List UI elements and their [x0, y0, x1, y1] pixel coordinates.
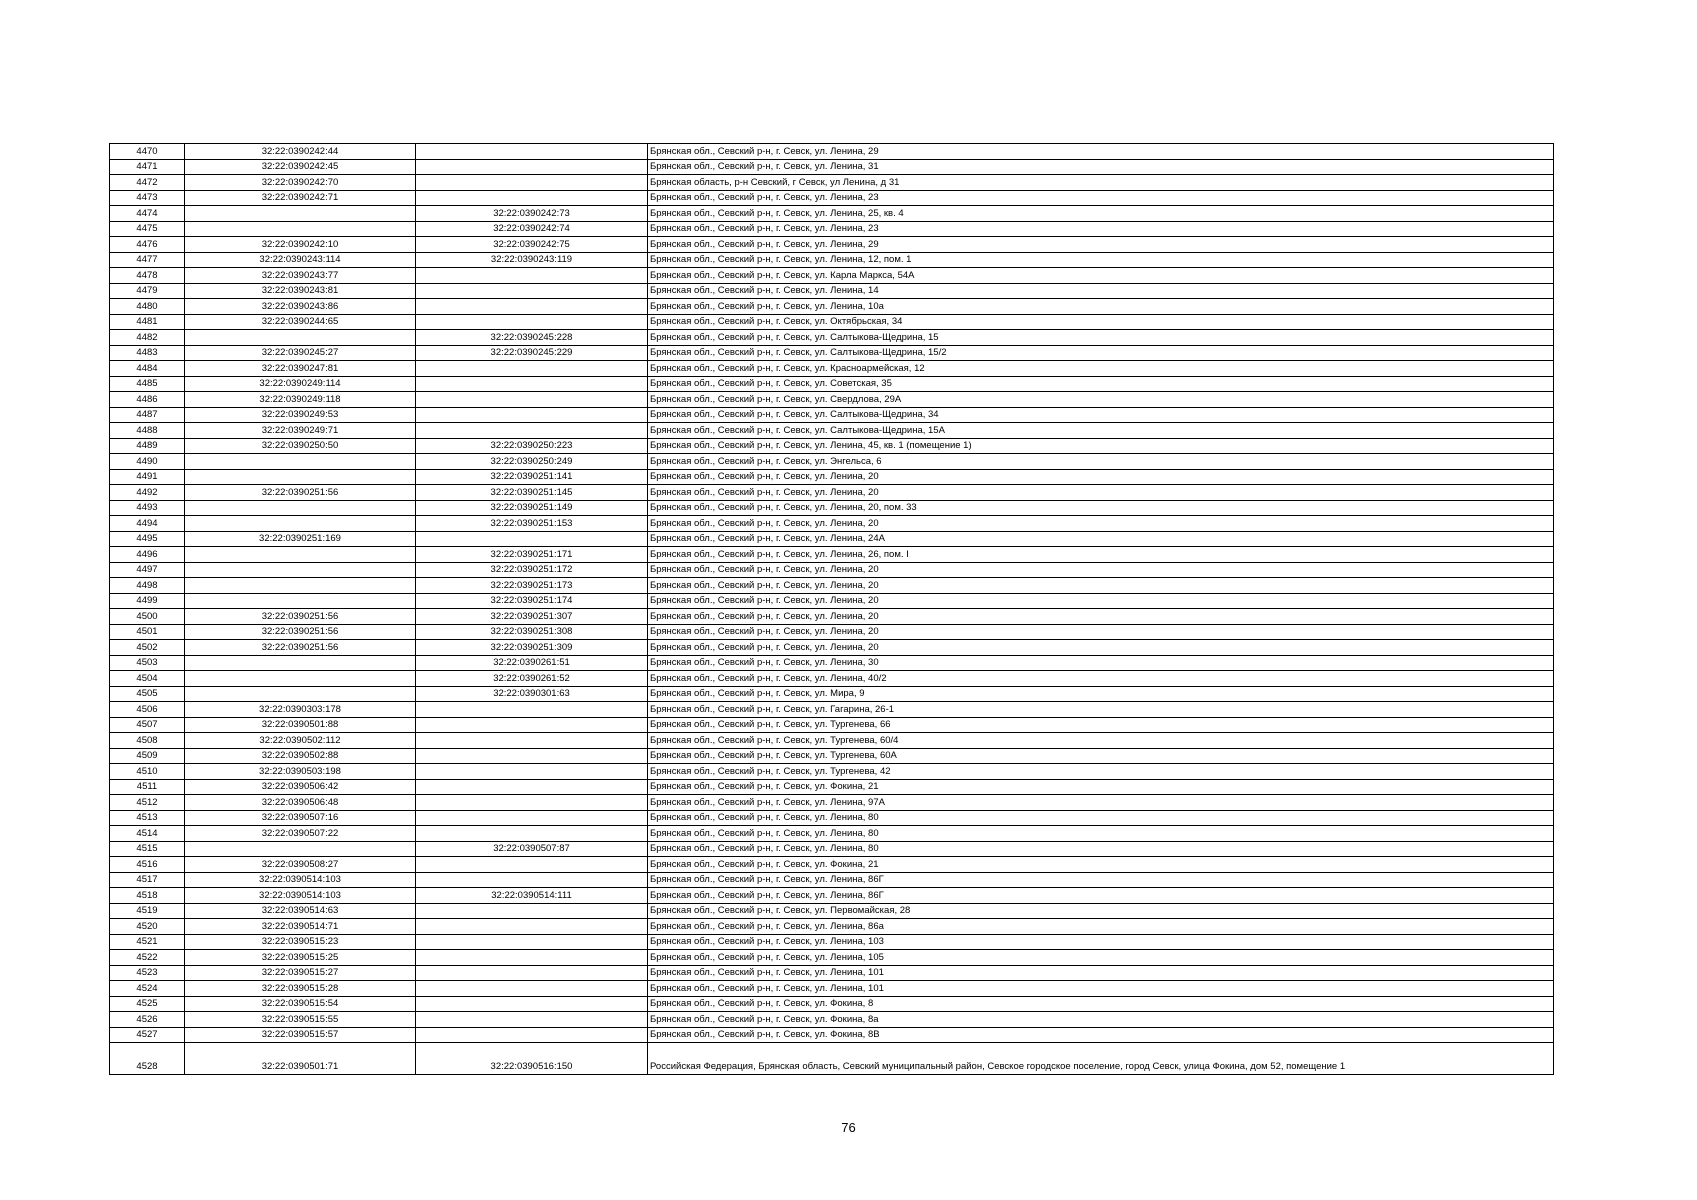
row-number-cell: 4480	[110, 299, 185, 315]
row-number-cell: 4490	[110, 454, 185, 470]
object-number-cell	[416, 872, 648, 888]
row-number-cell: 4478	[110, 268, 185, 284]
object-number-cell: 32:22:0390251:149	[416, 500, 648, 516]
cadastral-number-cell: 32:22:0390507:22	[185, 826, 416, 842]
row-number-cell: 4521	[110, 934, 185, 950]
cadastral-number-cell: 32:22:0390249:71	[185, 423, 416, 439]
row-number-cell: 4497	[110, 562, 185, 578]
address-cell: Брянская обл., Севский р-н, г. Севск, ул. Октябрьская, 34	[648, 314, 1554, 330]
row-number-cell: 4481	[110, 314, 185, 330]
row-number-cell: 4510	[110, 764, 185, 780]
row-number-cell: 4471	[110, 159, 185, 175]
row-number-cell: 4514	[110, 826, 185, 842]
row-number-cell: 4525	[110, 996, 185, 1012]
table-row	[110, 516, 1554, 532]
object-number-cell	[416, 159, 648, 175]
cadastral-number-cell: 32:22:0390515:23	[185, 934, 416, 950]
table-row	[110, 252, 1554, 268]
object-number-cell	[416, 376, 648, 392]
cadastral-number-cell: 32:22:0390501:71	[185, 1043, 416, 1075]
object-number-cell: 32:22:0390251:309	[416, 640, 648, 656]
table-row	[110, 485, 1554, 501]
row-number-cell: 4492	[110, 485, 185, 501]
cadastral-number-cell	[185, 686, 416, 702]
cadastral-number-cell: 32:22:0390251:56	[185, 609, 416, 625]
row-number-cell: 4488	[110, 423, 185, 439]
cadastral-number-cell	[185, 578, 416, 594]
address-cell: Брянская обл., Севский р-н, г. Севск, ул. Фокина, 21	[648, 857, 1554, 873]
object-number-cell	[416, 702, 648, 718]
table-row	[110, 934, 1554, 950]
row-number-cell: 4511	[110, 779, 185, 795]
cadastral-number-cell	[185, 516, 416, 532]
address-cell: Брянская обл., Севский р-н, г. Севск, ул. Ленина, 80	[648, 810, 1554, 826]
row-number-cell: 4494	[110, 516, 185, 532]
address-cell: Брянская обл., Севский р-н, г. Севск, ул. Красноармейская, 12	[648, 361, 1554, 377]
object-number-cell	[416, 407, 648, 423]
row-number-cell: 4528	[110, 1043, 185, 1075]
address-cell: Брянская обл., Севский р-н, г. Севск, ул. Ленина, 20	[648, 516, 1554, 532]
address-cell: Брянская обл., Севский р-н, г. Севск, ул. Мира, 9	[648, 686, 1554, 702]
row-number-cell: 4520	[110, 919, 185, 935]
object-number-cell: 32:22:0390250:249	[416, 454, 648, 470]
cadastral-number-cell: 32:22:0390503:198	[185, 764, 416, 780]
object-number-cell	[416, 531, 648, 547]
object-number-cell: 32:22:0390251:171	[416, 547, 648, 563]
row-number-cell: 4473	[110, 190, 185, 206]
address-cell: Брянская обл., Севский р-н, г. Севск, ул. Ленина, 20	[648, 578, 1554, 594]
table-row	[110, 593, 1554, 609]
row-number-cell: 4491	[110, 469, 185, 485]
address-cell: Брянская обл., Севский р-н, г. Севск, ул. Ленина, 26, пом. I	[648, 547, 1554, 563]
row-number-cell: 4504	[110, 671, 185, 687]
table-row	[110, 624, 1554, 640]
address-cell: Брянская обл., Севский р-н, г. Севск, ул. Ленина, 20	[648, 609, 1554, 625]
row-number-cell: 4482	[110, 330, 185, 346]
object-number-cell: 32:22:0390243:119	[416, 252, 648, 268]
cadastral-number-cell	[185, 562, 416, 578]
table-row	[110, 562, 1554, 578]
cadastral-number-cell: 32:22:0390515:54	[185, 996, 416, 1012]
table-row	[110, 795, 1554, 811]
row-number-cell: 4523	[110, 965, 185, 981]
address-cell: Брянская обл., Севский р-н, г. Севск, ул. Ленина, 20	[648, 640, 1554, 656]
object-number-cell: 32:22:0390251:172	[416, 562, 648, 578]
table-row	[110, 221, 1554, 237]
row-number-cell: 4493	[110, 500, 185, 516]
row-number-cell: 4502	[110, 640, 185, 656]
address-cell: Брянская обл., Севский р-н, г. Севск, ул. Первомайская, 28	[648, 903, 1554, 919]
row-number-cell: 4522	[110, 950, 185, 966]
cadastral-number-cell: 32:22:0390514:71	[185, 919, 416, 935]
object-number-cell: 32:22:0390301:63	[416, 686, 648, 702]
row-number-cell: 4470	[110, 144, 185, 160]
address-cell: Брянская обл., Севский р-н, г. Севск, ул. Ленина, 101	[648, 965, 1554, 981]
object-number-cell	[416, 764, 648, 780]
address-cell: Брянская обл., Севский р-н, г. Севск, ул. Ленина, 30	[648, 655, 1554, 671]
table-row	[110, 392, 1554, 408]
cadastral-number-cell: 32:22:0390243:81	[185, 283, 416, 299]
cadastral-number-cell: 32:22:0390506:48	[185, 795, 416, 811]
row-number-cell: 4517	[110, 872, 185, 888]
object-number-cell	[416, 717, 648, 733]
object-number-cell	[416, 268, 648, 284]
cadastral-number-cell: 32:22:0390506:42	[185, 779, 416, 795]
object-number-cell	[416, 190, 648, 206]
address-cell: Брянская обл., Севский р-н, г. Севск, ул. Ленина, 23	[648, 190, 1554, 206]
cadastral-number-cell: 32:22:0390251:56	[185, 624, 416, 640]
object-number-cell: 32:22:0390250:223	[416, 438, 648, 454]
cadastral-number-cell: 32:22:0390245:27	[185, 345, 416, 361]
cadastral-number-cell: 32:22:0390242:45	[185, 159, 416, 175]
address-cell: Брянская обл., Севский р-н, г. Севск, ул. Ленина, 86Г	[648, 888, 1554, 904]
row-number-cell: 4495	[110, 531, 185, 547]
object-number-cell	[416, 283, 648, 299]
cadastral-number-cell	[185, 841, 416, 857]
object-number-cell	[416, 299, 648, 315]
cadastral-number-cell: 32:22:0390508:27	[185, 857, 416, 873]
row-number-cell: 4519	[110, 903, 185, 919]
address-cell: Брянская обл., Севский р-н, г. Севск, ул. Советская, 35	[648, 376, 1554, 392]
row-number-cell: 4506	[110, 702, 185, 718]
table-row	[110, 996, 1554, 1012]
row-number-cell: 4474	[110, 206, 185, 222]
address-cell: Брянская обл., Севский р-н, г. Севск, ул. Карла Маркса, 54А	[648, 268, 1554, 284]
cadastral-number-cell: 32:22:0390515:27	[185, 965, 416, 981]
cadastral-number-cell: 32:22:0390243:114	[185, 252, 416, 268]
row-number-cell: 4501	[110, 624, 185, 640]
address-cell: Брянская обл., Севский р-н, г. Севск, ул. Ленина, 25, кв. 4	[648, 206, 1554, 222]
address-cell: Брянская обл., Севский р-н, г. Севск, ул. Тургенева, 42	[648, 764, 1554, 780]
object-number-cell	[416, 996, 648, 1012]
table-row	[110, 206, 1554, 222]
object-number-cell	[416, 733, 648, 749]
address-cell: Брянская обл., Севский р-н, г. Севск, ул. Ленина, 20	[648, 624, 1554, 640]
address-cell: Брянская обл., Севский р-н, г. Севск, ул. Энгельса, 6	[648, 454, 1554, 470]
object-number-cell: 32:22:0390245:229	[416, 345, 648, 361]
cadastral-number-cell: 32:22:0390242:71	[185, 190, 416, 206]
address-cell: Брянская обл., Севский р-н, г. Севск, ул. Фокина, 21	[648, 779, 1554, 795]
cadastral-number-cell: 32:22:0390250:50	[185, 438, 416, 454]
cadastral-number-cell	[185, 500, 416, 516]
address-cell: Брянская обл., Севский р-н, г. Севск, ул. Ленина, 29	[648, 237, 1554, 253]
table-body	[110, 144, 1554, 1075]
table-row	[110, 454, 1554, 470]
address-cell: Брянская обл., Севский р-н, г. Севск, ул. Ленина, 20, пом. 33	[648, 500, 1554, 516]
row-number-cell: 4507	[110, 717, 185, 733]
cadastral-number-cell: 32:22:0390514:103	[185, 888, 416, 904]
address-cell: Брянская обл., Севский р-н, г. Севск, ул. Ленина, 97А	[648, 795, 1554, 811]
table-row	[110, 407, 1554, 423]
table-row	[110, 748, 1554, 764]
table-row	[110, 469, 1554, 485]
cadastral-number-cell: 32:22:0390249:114	[185, 376, 416, 392]
object-number-cell	[416, 826, 648, 842]
cadastral-number-cell	[185, 655, 416, 671]
object-number-cell	[416, 810, 648, 826]
table-row	[110, 671, 1554, 687]
property-table	[109, 143, 1554, 1075]
cadastral-number-cell: 32:22:0390242:70	[185, 175, 416, 191]
address-cell: Брянская обл., Севский р-н, г. Севск, ул. Ленина, 40/2	[648, 671, 1554, 687]
cadastral-number-cell: 32:22:0390242:44	[185, 144, 416, 160]
table-row	[110, 330, 1554, 346]
address-cell: Брянская обл., Севский р-н, г. Севск, ул. Салтыкова-Щедрина, 34	[648, 407, 1554, 423]
address-cell: Брянская обл., Севский р-н, г. Севск, ул. Ленина, 103	[648, 934, 1554, 950]
object-number-cell: 32:22:0390242:74	[416, 221, 648, 237]
cadastral-number-cell	[185, 330, 416, 346]
cadastral-number-cell: 32:22:0390514:103	[185, 872, 416, 888]
address-cell: Брянская обл., Севский р-н, г. Севск, ул. Гагарина, 26-1	[648, 702, 1554, 718]
address-cell: Брянская обл., Севский р-н, г. Севск, ул. Ленина, 20	[648, 593, 1554, 609]
cadastral-number-cell	[185, 206, 416, 222]
address-cell: Брянская обл., Севский р-н, г. Севск, ул. Ленина, 80	[648, 826, 1554, 842]
row-number-cell: 4487	[110, 407, 185, 423]
table-row	[110, 717, 1554, 733]
object-number-cell: 32:22:0390507:87	[416, 841, 648, 857]
cadastral-number-cell: 32:22:0390514:63	[185, 903, 416, 919]
table-row	[110, 175, 1554, 191]
object-number-cell: 32:22:0390242:73	[416, 206, 648, 222]
table-row	[110, 299, 1554, 315]
address-cell: Брянская обл., Севский р-н, г. Севск, ул. Ленина, 12, пом. 1	[648, 252, 1554, 268]
cadastral-number-cell: 32:22:0390303:178	[185, 702, 416, 718]
cadastral-number-cell	[185, 593, 416, 609]
cadastral-number-cell: 32:22:0390249:118	[185, 392, 416, 408]
table-row	[110, 826, 1554, 842]
row-number-cell: 4484	[110, 361, 185, 377]
object-number-cell	[416, 934, 648, 950]
object-number-cell	[416, 919, 648, 935]
table-row	[110, 1043, 1554, 1075]
table-row	[110, 609, 1554, 625]
address-cell: Брянская обл., Севский р-н, г. Севск, ул. Тургенева, 60/4	[648, 733, 1554, 749]
table-row	[110, 702, 1554, 718]
address-cell: Брянская обл., Севский р-н, г. Севск, ул. Ленина, 105	[648, 950, 1554, 966]
row-number-cell: 4518	[110, 888, 185, 904]
table-row	[110, 345, 1554, 361]
address-cell: Российская Федерация, Брянская область, Севский муниципальный район, Севское городское поселение, город Севск, улица Фокина, дом 52, помещение 1	[648, 1043, 1554, 1075]
cadastral-number-cell: 32:22:0390243:86	[185, 299, 416, 315]
object-number-cell	[416, 795, 648, 811]
object-number-cell	[416, 857, 648, 873]
table-row	[110, 500, 1554, 516]
table-row	[110, 903, 1554, 919]
address-cell: Брянская обл., Севский р-н, г. Севск, ул. Ленина, 20	[648, 469, 1554, 485]
object-number-cell	[416, 950, 648, 966]
cadastral-number-cell: 32:22:0390242:10	[185, 237, 416, 253]
table-row	[110, 237, 1554, 253]
object-number-cell	[416, 144, 648, 160]
object-number-cell: 32:22:0390261:51	[416, 655, 648, 671]
table-row	[110, 810, 1554, 826]
object-number-cell	[416, 981, 648, 997]
table-row	[110, 779, 1554, 795]
cadastral-number-cell: 32:22:0390244:65	[185, 314, 416, 330]
row-number-cell: 4485	[110, 376, 185, 392]
table-row	[110, 314, 1554, 330]
address-cell: Брянская обл., Севский р-н, г. Севск, ул. Тургенева, 60А	[648, 748, 1554, 764]
address-cell: Брянская обл., Севский р-н, г. Севск, ул. Ленина, 20	[648, 562, 1554, 578]
object-number-cell	[416, 423, 648, 439]
address-cell: Брянская обл., Севский р-н, г. Севск, ул. Ленина, 45, кв. 1 (помещение 1)	[648, 438, 1554, 454]
object-number-cell: 32:22:0390251:307	[416, 609, 648, 625]
table-row	[110, 981, 1554, 997]
cadastral-number-cell: 32:22:0390249:53	[185, 407, 416, 423]
cadastral-number-cell	[185, 469, 416, 485]
table-row	[110, 376, 1554, 392]
table-row	[110, 1012, 1554, 1028]
row-number-cell: 4516	[110, 857, 185, 873]
address-cell: Брянская обл., Севский р-н, г. Севск, ул. Свердлова, 29А	[648, 392, 1554, 408]
address-cell: Брянская обл., Севский р-н, г. Севск, ул. Салтыкова-Щедрина, 15А	[648, 423, 1554, 439]
cadastral-number-cell	[185, 671, 416, 687]
table-row	[110, 857, 1554, 873]
table-row	[110, 888, 1554, 904]
row-number-cell: 4505	[110, 686, 185, 702]
cadastral-number-cell: 32:22:0390247:81	[185, 361, 416, 377]
object-number-cell: 32:22:0390251:141	[416, 469, 648, 485]
row-number-cell: 4508	[110, 733, 185, 749]
row-number-cell: 4499	[110, 593, 185, 609]
address-cell: Брянская обл., Севский р-н, г. Севск, ул. Фокина, 8	[648, 996, 1554, 1012]
table-row	[110, 640, 1554, 656]
table-row	[110, 531, 1554, 547]
cadastral-number-cell: 32:22:0390243:77	[185, 268, 416, 284]
address-cell: Брянская обл., Севский р-н, г. Севск, ул. Ленина, 24А	[648, 531, 1554, 547]
cadastral-number-cell: 32:22:0390515:25	[185, 950, 416, 966]
row-number-cell: 4486	[110, 392, 185, 408]
address-cell: Брянская обл., Севский р-н, г. Севск, ул. Салтыкова-Щедрина, 15	[648, 330, 1554, 346]
table-row	[110, 283, 1554, 299]
address-cell: Брянская область, р-н Севский, г Севск, ул Ленина, д 31	[648, 175, 1554, 191]
address-cell: Брянская обл., Севский р-н, г. Севск, ул. Ленина, 23	[648, 221, 1554, 237]
object-number-cell	[416, 314, 648, 330]
object-number-cell	[416, 903, 648, 919]
row-number-cell: 4526	[110, 1012, 185, 1028]
cadastral-number-cell: 32:22:0390507:16	[185, 810, 416, 826]
object-number-cell	[416, 361, 648, 377]
row-number-cell: 4483	[110, 345, 185, 361]
object-number-cell	[416, 1012, 648, 1028]
row-number-cell: 4496	[110, 547, 185, 563]
row-number-cell: 4513	[110, 810, 185, 826]
address-cell: Брянская обл., Севский р-н, г. Севск, ул. Ленина, 29	[648, 144, 1554, 160]
row-number-cell: 4498	[110, 578, 185, 594]
table-row	[110, 361, 1554, 377]
cadastral-number-cell	[185, 454, 416, 470]
object-number-cell: 32:22:0390251:173	[416, 578, 648, 594]
cadastral-number-cell: 32:22:0390502:88	[185, 748, 416, 764]
cadastral-number-cell: 32:22:0390502:112	[185, 733, 416, 749]
table-row	[110, 547, 1554, 563]
page-number: 76	[841, 1120, 856, 1135]
table-row	[110, 423, 1554, 439]
table-row	[110, 965, 1554, 981]
cadastral-number-cell	[185, 221, 416, 237]
row-number-cell: 4475	[110, 221, 185, 237]
cadastral-number-cell: 32:22:0390501:88	[185, 717, 416, 733]
row-number-cell: 4479	[110, 283, 185, 299]
address-cell: Брянская обл., Севский р-н, г. Севск, ул. Салтыкова-Щедрина, 15/2	[648, 345, 1554, 361]
cadastral-number-cell	[185, 547, 416, 563]
address-cell: Брянская обл., Севский р-н, г. Севск, ул. Ленина, 86а	[648, 919, 1554, 935]
address-cell: Брянская обл., Севский р-н, г. Севск, ул. Ленина, 31	[648, 159, 1554, 175]
object-number-cell: 32:22:0390251:153	[416, 516, 648, 532]
row-number-cell: 4524	[110, 981, 185, 997]
row-number-cell: 4503	[110, 655, 185, 671]
table-row	[110, 438, 1554, 454]
table-row	[110, 268, 1554, 284]
object-number-cell: 32:22:0390251:145	[416, 485, 648, 501]
table-row	[110, 655, 1554, 671]
row-number-cell: 4509	[110, 748, 185, 764]
object-number-cell	[416, 748, 648, 764]
cadastral-number-cell: 32:22:0390515:57	[185, 1027, 416, 1043]
row-number-cell: 4477	[110, 252, 185, 268]
object-number-cell: 32:22:0390514:111	[416, 888, 648, 904]
object-number-cell	[416, 175, 648, 191]
cadastral-number-cell: 32:22:0390251:56	[185, 485, 416, 501]
row-number-cell: 4527	[110, 1027, 185, 1043]
address-cell: Брянская обл., Севский р-н, г. Севск, ул. Ленина, 101	[648, 981, 1554, 997]
table-row	[110, 919, 1554, 935]
object-number-cell	[416, 392, 648, 408]
address-cell: Брянская обл., Севский р-н, г. Севск, ул. Ленина, 14	[648, 283, 1554, 299]
table-row	[110, 1027, 1554, 1043]
cadastral-number-cell: 32:22:0390515:55	[185, 1012, 416, 1028]
row-number-cell: 4512	[110, 795, 185, 811]
table-row	[110, 841, 1554, 857]
object-number-cell: 32:22:0390516:150	[416, 1043, 648, 1075]
table-row	[110, 733, 1554, 749]
table-row	[110, 872, 1554, 888]
table-row	[110, 144, 1554, 160]
row-number-cell: 4489	[110, 438, 185, 454]
object-number-cell: 32:22:0390251:308	[416, 624, 648, 640]
address-cell: Брянская обл., Севский р-н, г. Севск, ул. Ленина, 10а	[648, 299, 1554, 315]
address-cell: Брянская обл., Севский р-н, г. Севск, ул. Тургенева, 66	[648, 717, 1554, 733]
object-number-cell	[416, 965, 648, 981]
address-cell: Брянская обл., Севский р-н, г. Севск, ул. Ленина, 20	[648, 485, 1554, 501]
cadastral-number-cell: 32:22:0390251:169	[185, 531, 416, 547]
table-row	[110, 950, 1554, 966]
cadastral-number-cell: 32:22:0390515:28	[185, 981, 416, 997]
table-row	[110, 764, 1554, 780]
table-row	[110, 190, 1554, 206]
table-row	[110, 578, 1554, 594]
cadastral-number-cell: 32:22:0390251:56	[185, 640, 416, 656]
object-number-cell	[416, 1027, 648, 1043]
row-number-cell: 4500	[110, 609, 185, 625]
row-number-cell: 4472	[110, 175, 185, 191]
address-cell: Брянская обл., Севский р-н, г. Севск, ул. Фокина, 8В	[648, 1027, 1554, 1043]
row-number-cell: 4476	[110, 237, 185, 253]
object-number-cell	[416, 779, 648, 795]
object-number-cell: 32:22:0390242:75	[416, 237, 648, 253]
object-number-cell: 32:22:0390251:174	[416, 593, 648, 609]
row-number-cell: 4515	[110, 841, 185, 857]
table-row	[110, 686, 1554, 702]
object-number-cell: 32:22:0390261:52	[416, 671, 648, 687]
address-cell: Брянская обл., Севский р-н, г. Севск, ул. Ленина, 80	[648, 841, 1554, 857]
address-cell: Брянская обл., Севский р-н, г. Севск, ул. Фокина, 8а	[648, 1012, 1554, 1028]
table-row	[110, 159, 1554, 175]
object-number-cell: 32:22:0390245:228	[416, 330, 648, 346]
address-cell: Брянская обл., Севский р-н, г. Севск, ул. Ленина, 86Г	[648, 872, 1554, 888]
